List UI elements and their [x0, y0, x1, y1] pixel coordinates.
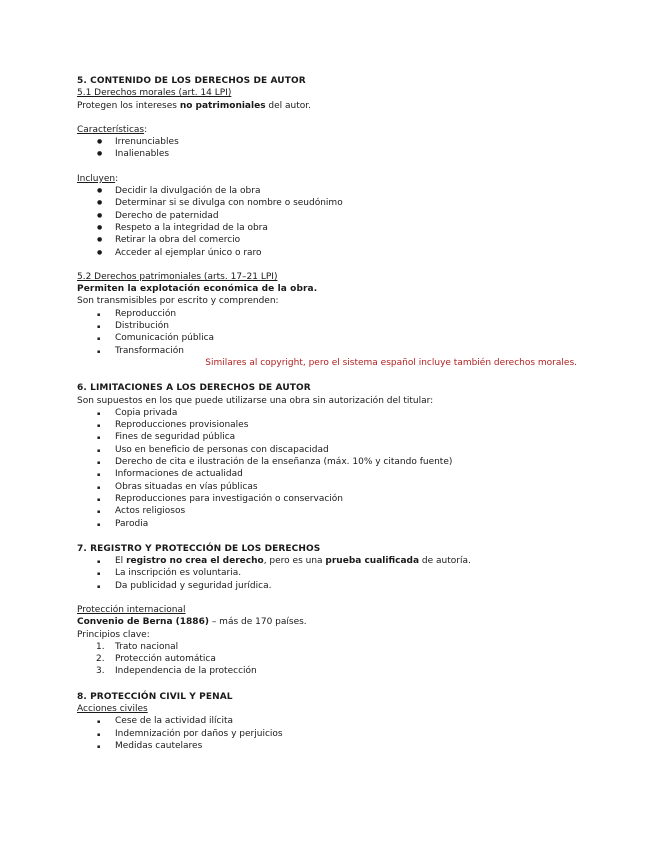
- list-item: ▪ La inscripción es voluntaria.: [77, 567, 597, 579]
- subsection-5-2-title: 5.2 Derechos patrimoniales (arts. 17–21 LPI): [77, 271, 278, 282]
- list-item: ▪ Fines de seguridad pública: [77, 431, 597, 443]
- registry-list: [77, 555, 597, 592]
- berne-convention: Convenio de Berna (1886) – más de 170 países.: [77, 617, 307, 628]
- list-item: ▪ El registro no crea el derecho, pero es una prueba cualificada de autoría.: [77, 555, 597, 567]
- list-item: 1. Trato nacional: [96, 641, 179, 652]
- section-6-title: 6. LIMITACIONES A LOS DERECHOS DE AUTOR: [77, 383, 311, 394]
- copyright-note: Similares al copyright, pero el sistema español incluye también derechos morales.: [205, 357, 577, 368]
- civil-actions-list: [77, 715, 597, 752]
- list-item: 2. Protección automática: [96, 654, 216, 665]
- subsection-5-1-title: 5.1 Derechos morales (art. 14 LPI): [77, 88, 232, 99]
- list-item: ▪ Reproducciones provisionales: [77, 419, 597, 431]
- characteristics-list: [77, 136, 597, 161]
- list-item: 3. Independencia de la protección: [96, 666, 257, 677]
- list-item: ▪ Obras situadas en vías públicas: [77, 481, 597, 493]
- limitations-intro: Son supuestos en los que puede utilizarse una obra sin autorización del titular:: [77, 395, 434, 406]
- list-item: ▪ Actos religiosos: [77, 505, 597, 517]
- includes-label: Incluyen:: [77, 173, 119, 184]
- includes-list: [77, 185, 597, 259]
- list-item: ● Decidir la divulgación de la obra: [77, 185, 597, 197]
- list-item: ▪ Copia privada: [77, 407, 597, 419]
- key-principles-list: [77, 641, 597, 678]
- list-item: ● Acceder al ejemplar único o raro: [77, 247, 597, 259]
- list-item: ● Derecho de paternidad: [77, 210, 597, 222]
- list-item: ▪ Parodia: [77, 518, 597, 530]
- list-item: ▪ Reproducciones para investigación o conservación: [77, 493, 597, 505]
- section-7-title: 7. REGISTRO Y PROTECCIÓN DE LOS DERECHOS: [77, 543, 321, 554]
- list-item: ▪ Cese de la actividad ilícita: [77, 715, 597, 727]
- list-item: ▪ Reproducción: [77, 308, 597, 320]
- characteristics-label: Características:: [77, 124, 148, 135]
- patrimonial-rights-description: Son transmisibles por escrito y comprenden:: [77, 296, 279, 307]
- section-5-title: 5. CONTENIDO DE LOS DERECHOS DE AUTOR: [77, 76, 306, 86]
- patrimonial-rights-list: [77, 308, 597, 357]
- list-item: ▪ Comunicación pública: [77, 332, 597, 344]
- patrimonial-rights-bold: Permiten la explotación económica de la obra.: [77, 284, 318, 295]
- civil-actions-label: Acciones civiles: [77, 704, 148, 715]
- key-principles-label: Principios clave:: [77, 629, 150, 640]
- list-item: ▪ Derecho de cita e ilustración de la enseñanza (máx. 10% y citando fuente): [77, 456, 597, 468]
- list-item: ● Irrenunciables: [77, 136, 597, 148]
- list-item: ▪ Transformación: [77, 345, 597, 357]
- list-item: ▪ Da publicidad y seguridad jurídica.: [77, 580, 597, 592]
- limitations-list: [77, 407, 597, 530]
- list-item: ● Retirar la obra del comercio: [77, 234, 597, 246]
- list-item: ● Respeto a la integridad de la obra: [77, 222, 597, 234]
- list-item: ▪ Informaciones de actualidad: [77, 468, 597, 480]
- list-item: ● Determinar si se divulga con nombre o seudónimo: [77, 197, 597, 209]
- section-8-title: 8. PROTECCIÓN CIVIL Y PENAL: [77, 691, 233, 702]
- list-item: ● Inalienables: [77, 148, 597, 160]
- moral-rights-description: Protegen los intereses no patrimoniales del autor.: [77, 100, 312, 111]
- document-page: [77, 75, 597, 752]
- list-item: ▪ Medidas cautelares: [77, 740, 597, 752]
- list-item: ▪ Distribución: [77, 320, 597, 332]
- international-protection-label: Protección internacional: [77, 604, 186, 615]
- list-item: ▪ Uso en beneficio de personas con discapacidad: [77, 444, 597, 456]
- list-item: ▪ Indemnización por daños y perjuicios: [77, 728, 597, 740]
